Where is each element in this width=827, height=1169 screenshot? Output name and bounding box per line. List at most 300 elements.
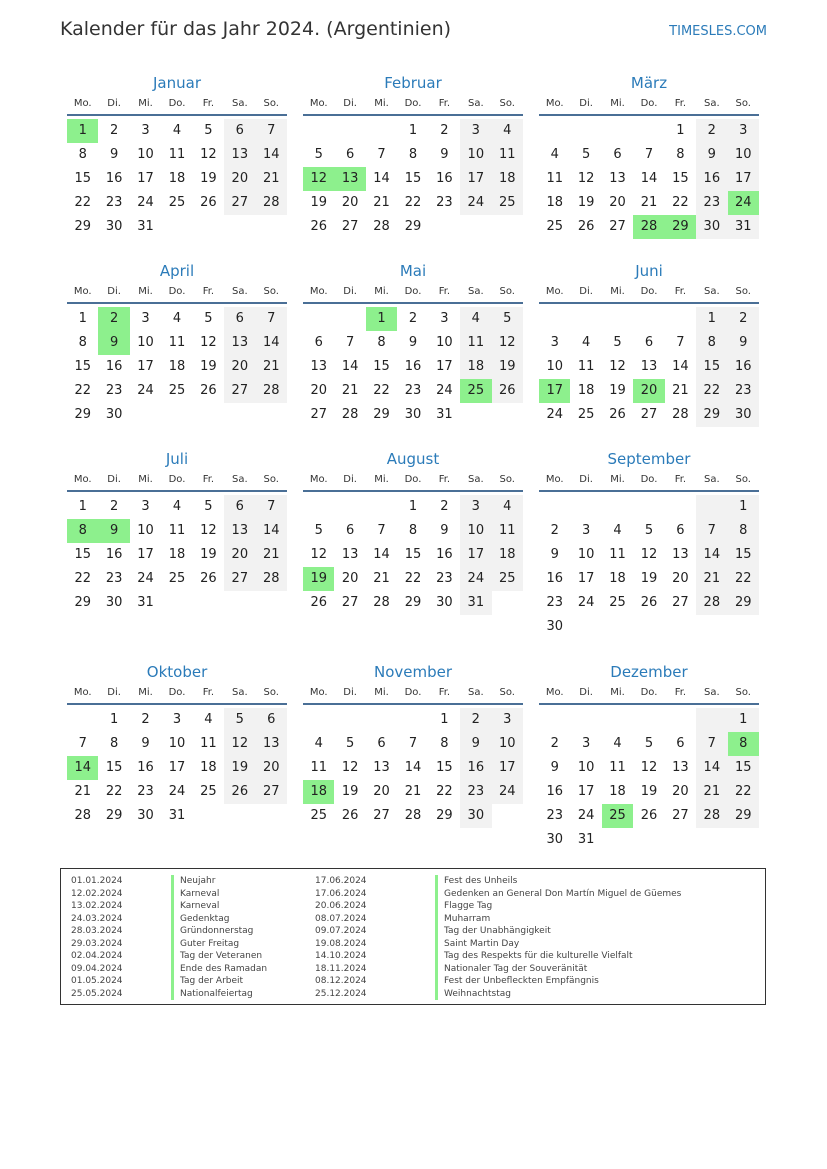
day-cell: 15: [696, 355, 727, 379]
weekday-header: Mi.: [366, 282, 397, 304]
weekday-header: Sa.: [224, 683, 255, 705]
holiday-day-cell: 8: [728, 732, 759, 756]
day-cell: 5: [314, 147, 323, 162]
day-cell: 7: [644, 147, 654, 162]
day-cell: 2: [728, 307, 759, 331]
day-cell: 5: [613, 335, 622, 350]
holiday-day-cell: 19: [303, 567, 334, 591]
day-cell: 11: [168, 523, 186, 538]
holiday-day-cell: 24: [728, 191, 759, 215]
day-cell: 12: [341, 760, 359, 775]
day-cell: 6: [314, 335, 323, 350]
day-cell: 9: [550, 760, 559, 775]
day-cell: 3: [492, 708, 523, 732]
holiday-name: Tag des Respekts für die kulturelle Vielfalt: [435, 950, 681, 963]
holiday-list: [60, 868, 766, 1005]
holiday-date: 01.01.2024: [71, 876, 123, 886]
holiday-name: Tag der Veteranen: [171, 950, 267, 963]
day-cell: 9: [440, 147, 449, 162]
empty-cell: [633, 119, 664, 143]
day-cell: 17: [137, 547, 154, 562]
day-cell: 3: [460, 119, 491, 143]
day-cell: 6: [377, 736, 386, 751]
day-cell: 18: [492, 167, 523, 191]
day-cell: 3: [581, 523, 591, 538]
day-cell: 30: [137, 808, 154, 823]
day-cell: 25: [546, 219, 563, 234]
day-cell: 28: [404, 808, 422, 823]
day-cell: 8: [109, 736, 119, 751]
month-name: Juni: [635, 262, 663, 280]
weekday-header: Mi.: [602, 94, 633, 116]
day-cell: 27: [373, 808, 390, 823]
holiday-names-right: [435, 875, 681, 1000]
empty-cell: [303, 495, 334, 519]
day-cell: 22: [404, 195, 422, 210]
day-cell: 22: [728, 780, 759, 804]
day-cell: 28: [256, 567, 287, 591]
weekday-header: Mo.: [67, 470, 98, 492]
holiday-day-cell: 17: [539, 379, 570, 403]
weekday-header: Do.: [633, 683, 664, 705]
holiday-date: 25.12.2024: [315, 988, 367, 999]
day-cell: 17: [137, 359, 154, 374]
holiday-day-cell: 9: [98, 519, 129, 543]
day-cell: 17: [577, 571, 595, 586]
day-cell: 26: [492, 379, 523, 403]
day-cell: 1: [676, 123, 685, 138]
day-cell: 1: [109, 712, 119, 727]
day-cell: 10: [137, 147, 154, 162]
day-cell: 25: [168, 195, 186, 210]
day-cell: 16: [137, 760, 154, 775]
day-cell: 31: [436, 407, 453, 422]
holiday-name: Flagge Tag: [435, 900, 681, 913]
weekday-header: Di.: [570, 683, 601, 705]
day-cell: 26: [640, 595, 658, 610]
page-title: Kalender für das Jahr 2024. (Argentinien): [60, 18, 452, 40]
day-cell: 5: [314, 523, 323, 538]
day-cell: 19: [640, 784, 658, 799]
month-5: [303, 260, 523, 427]
day-cell: 14: [672, 359, 689, 374]
weekday-header: Sa.: [696, 94, 727, 116]
day-cell: 21: [696, 567, 727, 591]
brand-link[interactable]: TIMESLES.COM: [669, 24, 767, 39]
day-cell: 10: [577, 760, 595, 775]
holiday-date: 28.03.2024: [71, 926, 123, 936]
day-cell: 21: [672, 383, 689, 398]
weekday-header: Mo.: [539, 683, 570, 705]
day-cell: 6: [256, 708, 287, 732]
day-cell: 14: [640, 171, 658, 186]
day-cell: 29: [404, 219, 422, 234]
day-cell: 2: [550, 736, 559, 751]
day-cell: 13: [224, 331, 255, 355]
holiday-day-cell: 8: [67, 519, 98, 543]
day-cell: 7: [256, 495, 287, 519]
day-cell: 19: [200, 171, 217, 186]
day-cell: 18: [609, 571, 626, 586]
day-cell: 7: [256, 307, 287, 331]
day-cell: 9: [550, 547, 559, 562]
day-cell: 22: [696, 379, 727, 403]
day-cell: 28: [256, 379, 287, 403]
day-cell: 8: [408, 147, 418, 162]
day-cell: 22: [74, 383, 91, 398]
day-cell: 19: [224, 756, 255, 780]
month-1: [67, 72, 287, 239]
empty-cell: [539, 307, 570, 331]
day-cell: 29: [373, 407, 390, 422]
weekday-header: Do.: [397, 683, 428, 705]
weekday-header: Do.: [161, 683, 192, 705]
weekday-header: Do.: [633, 470, 664, 492]
holiday-date: 17.06.2024: [315, 876, 367, 886]
weekday-header: Mo.: [303, 470, 334, 492]
day-cell: 14: [373, 547, 390, 562]
month-name: Februar: [384, 74, 442, 92]
day-cell: 24: [137, 571, 154, 586]
day-cell: 21: [74, 784, 91, 799]
day-cell: 23: [546, 595, 563, 610]
day-cell: 19: [577, 195, 595, 210]
day-cell: 31: [137, 219, 154, 234]
day-cell: 15: [105, 760, 123, 775]
day-cell: 30: [696, 215, 727, 239]
day-cell: 13: [373, 760, 390, 775]
day-cell: 9: [440, 523, 449, 538]
day-cell: 26: [310, 219, 327, 234]
weekday-header: Fr.: [429, 683, 460, 705]
weekday-header: Mi.: [130, 282, 161, 304]
day-cell: 23: [105, 571, 123, 586]
month-name: April: [159, 262, 195, 280]
day-cell: 6: [613, 147, 622, 162]
weekday-header: Sa.: [696, 683, 727, 705]
day-cell: 17: [492, 756, 523, 780]
day-cell: 11: [492, 143, 523, 167]
weekday-header: Sa.: [460, 94, 491, 116]
day-cell: 22: [105, 784, 123, 799]
day-cell: 5: [204, 311, 213, 326]
month-7: [67, 448, 287, 615]
day-cell: 10: [577, 547, 595, 562]
day-cell: 24: [137, 195, 154, 210]
month-9: [539, 448, 759, 639]
empty-cell: [397, 708, 428, 732]
weekday-header: Di.: [334, 470, 365, 492]
weekday-header: Fr.: [665, 282, 696, 304]
weekday-header: Do.: [397, 282, 428, 304]
empty-cell: [696, 495, 727, 519]
day-cell: 4: [492, 119, 523, 143]
day-cell: 23: [460, 780, 491, 804]
day-cell: 6: [644, 335, 654, 350]
day-cell: 18: [492, 543, 523, 567]
day-cell: 11: [577, 359, 595, 374]
day-cell: 25: [168, 383, 186, 398]
holiday-date: 08.12.2024: [315, 976, 367, 986]
day-cell: 15: [373, 359, 390, 374]
day-cell: 26: [310, 595, 327, 610]
day-cell: 19: [341, 784, 359, 799]
weekday-header: Mo.: [539, 282, 570, 304]
day-cell: 23: [728, 379, 759, 403]
weekday-header: Fr.: [193, 94, 224, 116]
weekday-header: So.: [728, 282, 759, 304]
weekday-header: Mi.: [366, 94, 397, 116]
day-cell: 11: [546, 171, 563, 186]
day-cell: 25: [577, 407, 595, 422]
day-cell: 6: [224, 307, 255, 331]
day-cell: 24: [577, 808, 595, 823]
weekday-header: Sa.: [696, 470, 727, 492]
weekday-header: Sa.: [460, 282, 491, 304]
day-cell: 2: [141, 712, 150, 727]
weekday-header: Mi.: [366, 470, 397, 492]
day-cell: 29: [105, 808, 123, 823]
weekday-header: So.: [728, 94, 759, 116]
holiday-day-cell: 14: [67, 756, 98, 780]
empty-cell: [570, 495, 601, 519]
month-3: [539, 72, 759, 239]
month-12: [539, 661, 759, 852]
day-cell: 23: [436, 195, 453, 210]
day-cell: 10: [460, 143, 491, 167]
day-cell: 31: [728, 215, 759, 239]
day-cell: 30: [105, 595, 123, 610]
day-cell: 11: [310, 760, 327, 775]
day-cell: 12: [310, 547, 327, 562]
day-cell: 19: [200, 359, 217, 374]
day-cell: 14: [696, 756, 727, 780]
holiday-name: Muharram: [435, 913, 681, 926]
weekday-header: Mi.: [602, 470, 633, 492]
day-cell: 7: [78, 736, 87, 751]
holiday-day-cell: 2: [98, 307, 129, 331]
day-cell: 4: [460, 307, 491, 331]
day-cell: 30: [728, 403, 759, 427]
day-cell: 8: [728, 519, 759, 543]
day-cell: 27: [224, 191, 255, 215]
day-cell: 8: [696, 331, 727, 355]
day-cell: 2: [440, 123, 449, 138]
day-cell: 31: [460, 591, 491, 615]
day-cell: 10: [460, 519, 491, 543]
month-name: September: [607, 450, 691, 468]
day-cell: 22: [373, 383, 390, 398]
day-cell: 13: [256, 732, 287, 756]
weekday-header: Fr.: [429, 282, 460, 304]
weekday-header: Sa.: [696, 282, 727, 304]
day-cell: 26: [341, 808, 359, 823]
day-cell: 4: [613, 523, 622, 538]
day-cell: 24: [460, 191, 491, 215]
day-cell: 5: [224, 708, 255, 732]
day-cell: 29: [74, 407, 91, 422]
weekday-header: Fr.: [193, 683, 224, 705]
weekday-header: Mi.: [130, 683, 161, 705]
day-cell: 17: [728, 167, 759, 191]
day-cell: 29: [404, 595, 422, 610]
day-cell: 18: [168, 171, 186, 186]
day-cell: 9: [696, 143, 727, 167]
day-cell: 13: [310, 359, 327, 374]
day-cell: 20: [224, 355, 255, 379]
day-cell: 14: [696, 543, 727, 567]
day-cell: 9: [460, 732, 491, 756]
weekday-header: So.: [728, 683, 759, 705]
holiday-name: Gedenken an General Don Martín Miguel de Güemes: [435, 888, 681, 901]
day-cell: 3: [581, 736, 591, 751]
day-cell: 6: [676, 736, 685, 751]
day-cell: 30: [546, 619, 563, 634]
empty-cell: [539, 119, 570, 143]
day-cell: 28: [373, 595, 390, 610]
day-cell: 13: [224, 519, 255, 543]
day-cell: 2: [696, 119, 727, 143]
day-cell: 15: [404, 171, 422, 186]
empty-cell: [602, 495, 633, 519]
day-cell: 5: [204, 123, 213, 138]
day-cell: 7: [345, 335, 355, 350]
day-cell: 25: [200, 784, 217, 799]
day-cell: 7: [408, 736, 418, 751]
empty-cell: [570, 307, 601, 331]
weekday-header: So.: [728, 470, 759, 492]
month-name: Januar: [153, 74, 201, 92]
weekday-header: Mo.: [303, 683, 334, 705]
day-cell: 1: [696, 307, 727, 331]
day-cell: 15: [672, 171, 689, 186]
day-cell: 18: [168, 547, 186, 562]
day-cell: 1: [78, 311, 87, 326]
weekday-header: Mo.: [67, 282, 98, 304]
day-cell: 16: [460, 756, 491, 780]
day-cell: 4: [550, 147, 559, 162]
weekday-header: Di.: [98, 94, 129, 116]
day-cell: 10: [546, 359, 563, 374]
day-cell: 27: [341, 219, 359, 234]
day-cell: 7: [676, 335, 685, 350]
weekday-header: Di.: [570, 470, 601, 492]
day-cell: 17: [460, 543, 491, 567]
day-cell: 26: [640, 808, 658, 823]
holiday-date: 12.02.2024: [71, 888, 123, 899]
month-6: [539, 260, 759, 427]
day-cell: 12: [640, 547, 658, 562]
day-cell: 12: [609, 359, 626, 374]
day-cell: 23: [546, 808, 563, 823]
day-cell: 9: [109, 147, 119, 162]
empty-cell: [570, 708, 601, 732]
day-cell: 3: [728, 119, 759, 143]
weekday-header: Sa.: [224, 94, 255, 116]
day-cell: 18: [546, 195, 563, 210]
day-cell: 2: [460, 708, 491, 732]
day-cell: 21: [341, 383, 359, 398]
day-cell: 23: [696, 191, 727, 215]
day-cell: 19: [609, 383, 626, 398]
day-cell: 27: [341, 595, 359, 610]
day-cell: 1: [728, 708, 759, 732]
day-cell: 20: [609, 195, 626, 210]
day-cell: 11: [460, 331, 491, 355]
day-cell: 4: [204, 712, 213, 727]
day-cell: 15: [728, 756, 759, 780]
day-cell: 3: [141, 311, 150, 326]
day-cell: 15: [74, 171, 91, 186]
day-cell: 16: [436, 547, 453, 562]
day-cell: 22: [728, 567, 759, 591]
day-cell: 7: [377, 147, 386, 162]
month-name: Juli: [165, 450, 189, 468]
holiday-date: 13.02.2024: [71, 901, 123, 911]
day-cell: 8: [408, 523, 418, 538]
day-cell: 6: [345, 147, 355, 162]
weekday-header: Fr.: [665, 683, 696, 705]
weekday-header: Mi.: [130, 470, 161, 492]
day-cell: 10: [492, 732, 523, 756]
day-cell: 19: [640, 571, 658, 586]
weekday-header: Di.: [98, 282, 129, 304]
holiday-date: 17.06.2024: [315, 888, 367, 899]
month-4: [67, 260, 287, 427]
day-cell: 26: [200, 195, 217, 210]
day-cell: 19: [492, 355, 523, 379]
day-cell: 3: [440, 311, 449, 326]
day-cell: 10: [728, 143, 759, 167]
day-cell: 29: [436, 808, 453, 823]
weekday-header: So.: [492, 683, 523, 705]
holiday-name: Nationaler Tag der Souveränität: [435, 963, 681, 976]
day-cell: 13: [672, 760, 689, 775]
day-cell: 29: [728, 591, 759, 615]
weekday-header: So.: [256, 470, 287, 492]
day-cell: 27: [609, 219, 626, 234]
day-cell: 20: [341, 571, 359, 586]
day-cell: 24: [460, 567, 491, 591]
weekday-header: So.: [256, 94, 287, 116]
day-cell: 1: [78, 499, 87, 514]
holiday-day-cell: 1: [366, 307, 397, 331]
holiday-date: 20.06.2024: [315, 901, 367, 911]
day-cell: 15: [74, 547, 91, 562]
holiday-date: 18.11.2024: [315, 963, 367, 974]
holiday-day-cell: 25: [602, 804, 633, 828]
holiday-date: 09.04.2024: [71, 963, 123, 974]
day-cell: 1: [728, 495, 759, 519]
weekday-header: Di.: [334, 94, 365, 116]
holiday-name: Fest der Unbefleckten Empfängnis: [435, 975, 681, 988]
holiday-dates-left: [71, 875, 123, 1000]
day-cell: 12: [200, 147, 217, 162]
month-11: [303, 661, 523, 828]
day-cell: 2: [550, 523, 559, 538]
day-cell: 5: [644, 736, 654, 751]
day-cell: 21: [373, 571, 390, 586]
day-cell: 5: [345, 736, 355, 751]
day-cell: 16: [105, 547, 123, 562]
day-cell: 27: [640, 407, 658, 422]
day-cell: 17: [168, 760, 186, 775]
day-cell: 3: [550, 335, 559, 350]
month-name: Dezember: [610, 663, 688, 681]
day-cell: 15: [404, 547, 422, 562]
weekday-header: Mo.: [303, 94, 334, 116]
holiday-name: Saint Martin Day: [435, 938, 681, 951]
